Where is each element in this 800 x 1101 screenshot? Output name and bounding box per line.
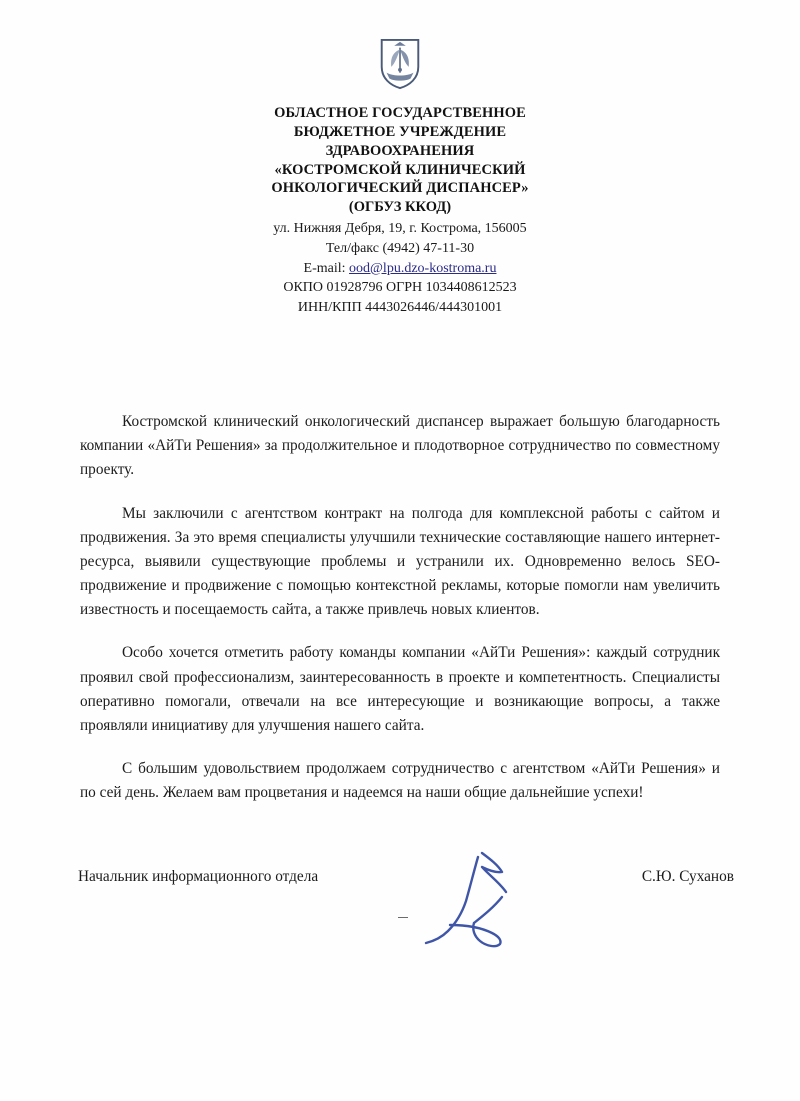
organization-name <box>0 104 800 198</box>
organization-short-name: (ОГБУЗ ККОД) <box>348 199 452 216</box>
kostroma-coat-of-arms-icon <box>378 38 422 90</box>
paragraph-2: Мы заключили с агентством контракт на полгода для комплексной работы с сайтом и продвижения. За это время специалисты улучшили технические составляющие нашего интернет-ресурса, выявили существующие проблемы и устранили их. Одновременно велось SEO-продвижение и продвижение с помощью контекстной рекламы, которые помогли нам увеличить известность и посещаемость сайта, а также привлечь новых клиентов. <box>80 504 720 619</box>
org-line-1: ОБЛАСТНОЕ ГОСУДАРСТВЕННОЕ <box>274 105 526 121</box>
email-label: E-mail: <box>303 260 350 276</box>
org-line-4: «КОСТРОМСКОЙ КЛИНИЧЕСКИЙ <box>274 161 526 178</box>
signatory-title: Начальник информационного отдела <box>78 868 319 885</box>
paragraph-4: С большим удовольствием продолжаем сотрудничество с агентством «АйТи Решения» и по сей день. Желаем вам процветания и надеемся на наши общие дальнейшие успехи! <box>80 760 720 802</box>
letter-body <box>80 318 720 805</box>
email-line <box>0 259 800 279</box>
org-line-3: ЗДРАВООХРАНЕНИЯ <box>325 142 475 159</box>
address-line: ул. Нижняя Дебря, 19, г. Кострома, 156005 <box>273 220 527 236</box>
signature-dash <box>398 917 408 918</box>
email-link[interactable]: ood@lpu.dzo-kostroma.ru <box>349 260 497 276</box>
org-line-2: БЮДЖЕТНОЕ УЧРЕЖДЕНИЕ <box>293 123 507 140</box>
phone-line: Тел/факс (4942) 47-11-30 <box>325 240 475 256</box>
paragraph-1: Костромской клинический онкологический диспансер выражает большую благодарность компании «АйТи Решения» за продолжительное и плодотворное сотрудничество по совместному проекту. <box>80 413 720 479</box>
signatory-name: С.Ю. Суханов <box>641 868 734 885</box>
contact-block <box>0 219 800 318</box>
signature-row <box>78 868 734 886</box>
org-line-5: ОНКОЛОГИЧЕСКИЙ ДИСПАНСЕР» <box>271 180 529 197</box>
paragraph-3: Особо хочется отметить работу команды компании «АйТи Решения»: каждый сотрудник проявил свой профессионализм, заинтересованность в проекте и компетентность. Специалисты оперативно помогали, отвечали на все интересующие и возникающие вопросы, а также проявляли инициативу для улучшения нашего сайта. <box>80 644 720 734</box>
okpo-ogrn-line: ОКПО 01928796 ОГРН 1034408612523 <box>283 280 517 296</box>
letterhead <box>0 0 800 318</box>
handwritten-signature-icon <box>390 845 580 955</box>
inn-kpp-line: ИНН/КПП 4443026446/444301001 <box>297 300 503 316</box>
